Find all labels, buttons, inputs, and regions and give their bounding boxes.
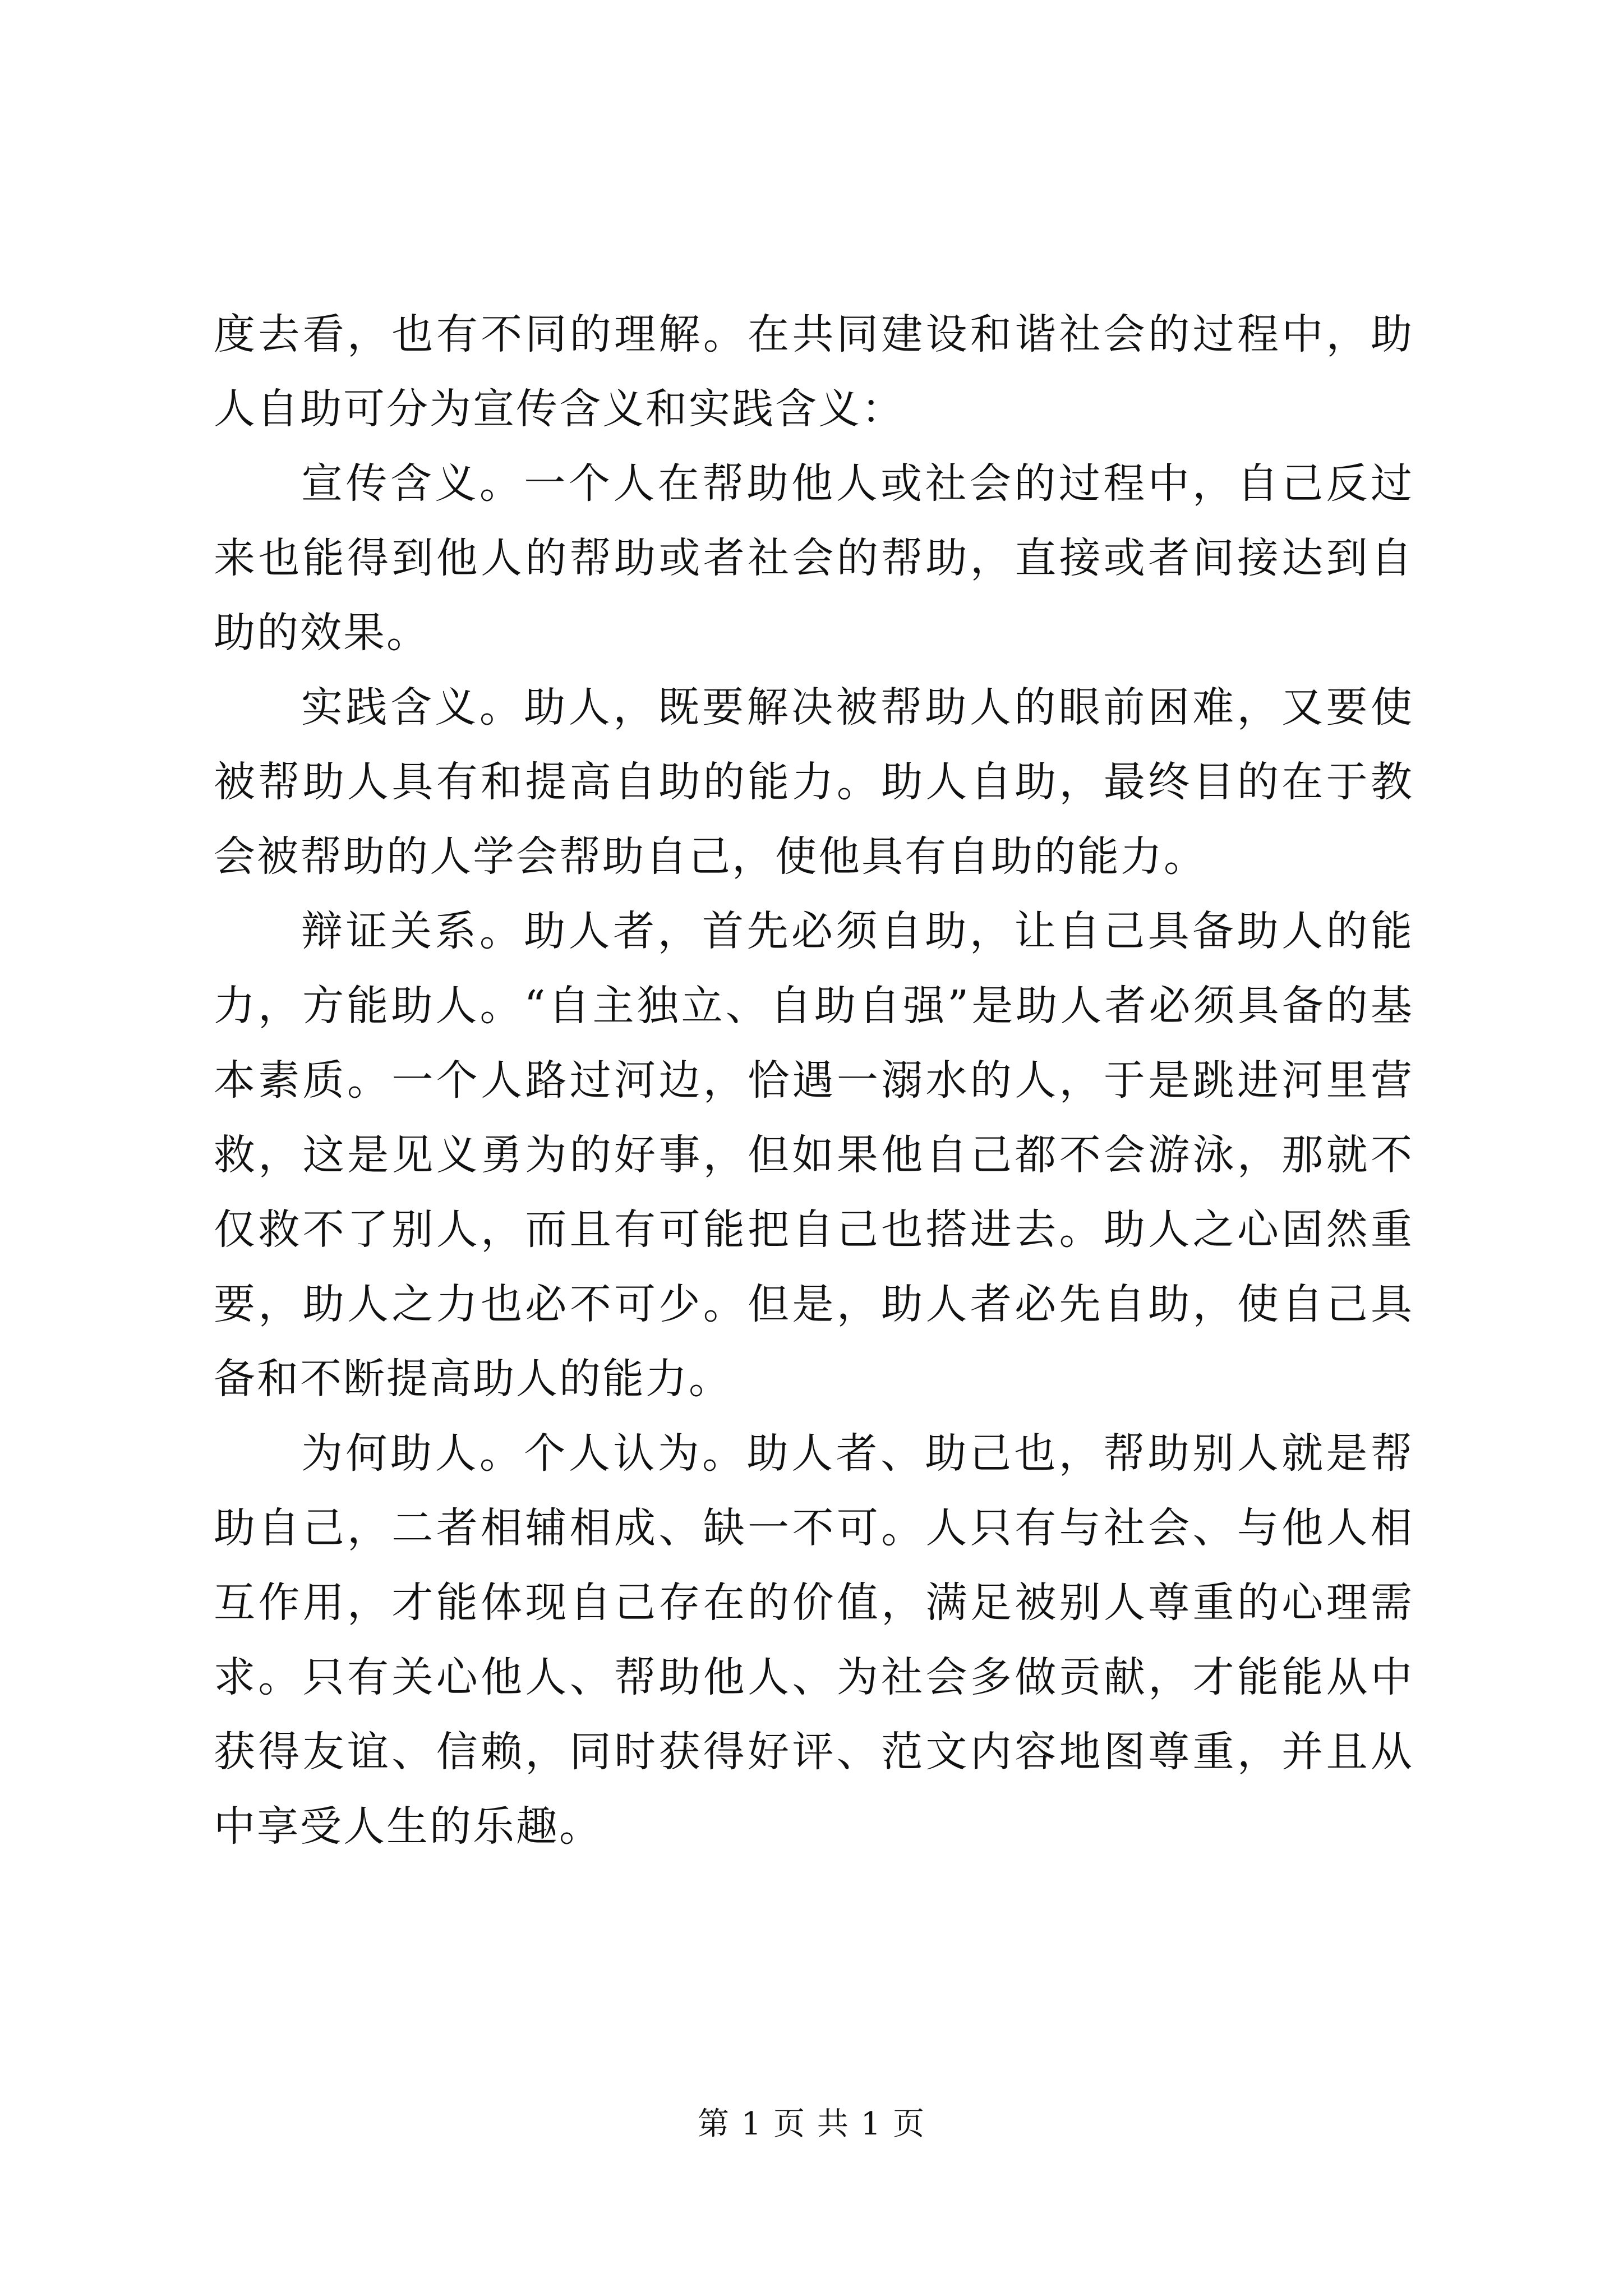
- paragraph-dialectical-relation: 辩证关系。助人者，首先必须自助，让自己具备助人的能力，方能助人。“自主独立、自助自强”是助人者必须具备的基本素质。一个人路过河边，恰遇一溺水的人，于是跳进河里营救，这是见义勇为的好事，但如果他自己都不会游泳，那就不仅救不了别人，而且有可能把自己也搭进去。助人之心固然重要，助人之力也必不可少。但是，助人者必先自助，使自己具备和不断提高助人的能力。: [214, 907, 1414, 1403]
- paragraph-continuation: 度去看，也有不同的理解。在共同建设和谐社会的过程中，助人自助可分为宣传含义和实践含义：: [214, 310, 1414, 433]
- document-body: [214, 297, 1414, 1864]
- page-number-label: 第 1 页 共 1 页: [697, 2106, 926, 2142]
- paragraph-practice-meaning: 实践含义。助人，既要解决被帮助人的眼前困难，又要使被帮助人具有和提高自助的能力。助人自助，最终目的在于教会被帮助的人学会帮助自己，使他具有自助的能力。: [214, 683, 1414, 881]
- page-footer: [0, 2105, 1623, 2144]
- paragraph-why-help: 为何助人。个人认为。助人者、助己也，帮助别人就是帮助自己，二者相辅相成、缺一不可。人只有与社会、与他人相互作用，才能体现自己存在的价值，满足被别人尊重的心理需求。只有关心他人、帮助他人、为社会多做贡献，才能能从中获得友谊、信赖，同时获得好评、范文内容地图尊重，并且从中享受人生的乐趣。: [214, 1429, 1414, 1851]
- paragraph-publicity-meaning: 宣传含义。一个人在帮助他人或社会的过程中，自己反过来也能得到他人的帮助或者社会的帮助，直接或者间接达到自助的效果。: [214, 459, 1414, 657]
